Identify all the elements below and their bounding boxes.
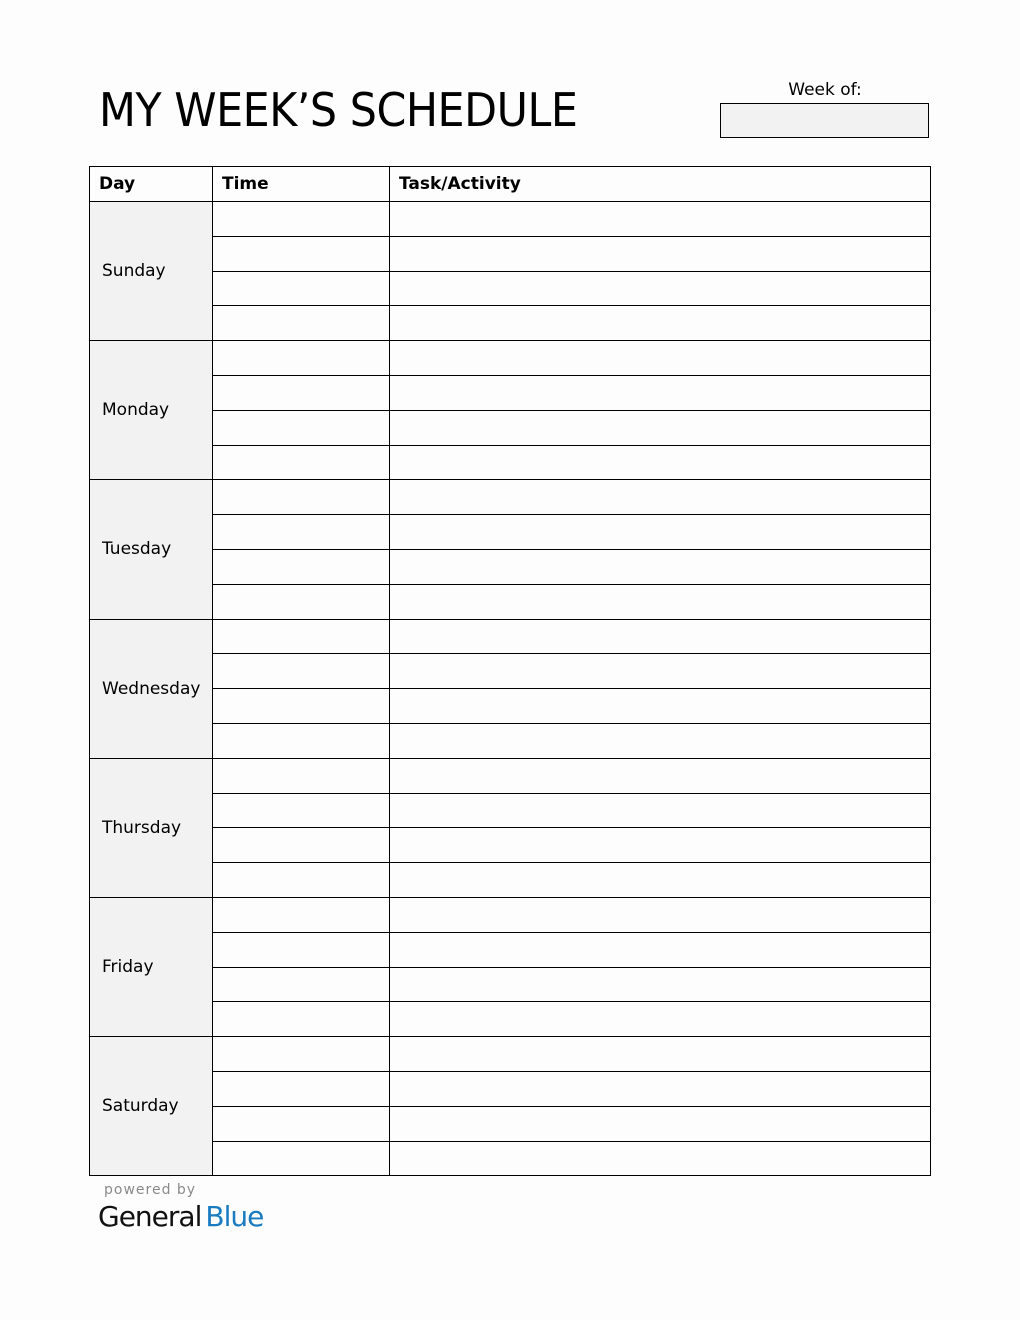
table-row xyxy=(90,202,931,237)
time-cell[interactable] xyxy=(213,341,390,376)
table-row xyxy=(90,515,931,550)
schedule-table xyxy=(89,166,931,1176)
task-cell[interactable] xyxy=(390,515,931,550)
table-row xyxy=(90,549,931,584)
table-row xyxy=(90,271,931,306)
column-header-task: Task/Activity xyxy=(390,167,931,202)
task-cell[interactable] xyxy=(390,967,931,1002)
time-cell[interactable] xyxy=(213,306,390,341)
table-row xyxy=(90,1037,931,1072)
time-cell[interactable] xyxy=(213,480,390,515)
task-cell[interactable] xyxy=(390,828,931,863)
time-cell[interactable] xyxy=(213,758,390,793)
table-row xyxy=(90,445,931,480)
task-cell[interactable] xyxy=(390,654,931,689)
time-cell[interactable] xyxy=(213,932,390,967)
table-row xyxy=(90,619,931,654)
time-cell[interactable] xyxy=(213,584,390,619)
day-cell-friday: Friday xyxy=(90,897,213,1036)
week-of-label: Week of: xyxy=(788,80,862,100)
time-cell[interactable] xyxy=(213,271,390,306)
time-cell[interactable] xyxy=(213,723,390,758)
table-row xyxy=(90,689,931,724)
table-row xyxy=(90,1071,931,1106)
time-cell[interactable] xyxy=(213,967,390,1002)
table-row xyxy=(90,480,931,515)
day-cell-saturday: Saturday xyxy=(90,1037,213,1176)
week-of-field[interactable] xyxy=(720,103,929,138)
task-cell[interactable] xyxy=(390,1071,931,1106)
task-cell[interactable] xyxy=(390,480,931,515)
task-cell[interactable] xyxy=(390,932,931,967)
column-header-time: Time xyxy=(213,167,390,202)
task-cell[interactable] xyxy=(390,1141,931,1176)
time-cell[interactable] xyxy=(213,828,390,863)
table-header-row xyxy=(90,167,931,202)
powered-by-label: powered by xyxy=(104,1182,197,1198)
task-cell[interactable] xyxy=(390,758,931,793)
table-row xyxy=(90,863,931,898)
time-cell[interactable] xyxy=(213,619,390,654)
time-cell[interactable] xyxy=(213,375,390,410)
table-row xyxy=(90,1002,931,1037)
table-row xyxy=(90,932,931,967)
time-cell[interactable] xyxy=(213,1037,390,1072)
brand-part2: Blue xyxy=(205,1200,264,1233)
time-cell[interactable] xyxy=(213,689,390,724)
task-cell[interactable] xyxy=(390,619,931,654)
task-cell[interactable] xyxy=(390,375,931,410)
time-cell[interactable] xyxy=(213,445,390,480)
table-row xyxy=(90,584,931,619)
time-cell[interactable] xyxy=(213,863,390,898)
table-row xyxy=(90,1106,931,1141)
table-row xyxy=(90,341,931,376)
task-cell[interactable] xyxy=(390,863,931,898)
time-cell[interactable] xyxy=(213,410,390,445)
task-cell[interactable] xyxy=(390,549,931,584)
time-cell[interactable] xyxy=(213,549,390,584)
day-cell-monday: Monday xyxy=(90,341,213,480)
task-cell[interactable] xyxy=(390,1106,931,1141)
table-row xyxy=(90,375,931,410)
time-cell[interactable] xyxy=(213,793,390,828)
time-cell[interactable] xyxy=(213,236,390,271)
table-row xyxy=(90,967,931,1002)
task-cell[interactable] xyxy=(390,445,931,480)
task-cell[interactable] xyxy=(390,723,931,758)
time-cell[interactable] xyxy=(213,202,390,237)
table-row xyxy=(90,410,931,445)
task-cell[interactable] xyxy=(390,793,931,828)
task-cell[interactable] xyxy=(390,202,931,237)
time-cell[interactable] xyxy=(213,1106,390,1141)
task-cell[interactable] xyxy=(390,1037,931,1072)
column-header-day: Day xyxy=(90,167,213,202)
task-cell[interactable] xyxy=(390,584,931,619)
table-row xyxy=(90,306,931,341)
day-cell-wednesday: Wednesday xyxy=(90,619,213,758)
task-cell[interactable] xyxy=(390,897,931,932)
page-title: MY WEEK’S SCHEDULE xyxy=(99,83,578,137)
task-cell[interactable] xyxy=(390,341,931,376)
table-row xyxy=(90,828,931,863)
time-cell[interactable] xyxy=(213,1071,390,1106)
time-cell[interactable] xyxy=(213,1002,390,1037)
task-cell[interactable] xyxy=(390,271,931,306)
task-cell[interactable] xyxy=(390,689,931,724)
time-cell[interactable] xyxy=(213,897,390,932)
table-row xyxy=(90,793,931,828)
table-row xyxy=(90,236,931,271)
brand-part1: General xyxy=(98,1200,202,1233)
time-cell[interactable] xyxy=(213,1141,390,1176)
day-cell-thursday: Thursday xyxy=(90,758,213,897)
generalblue-logo xyxy=(98,1200,263,1233)
table-row xyxy=(90,654,931,689)
table-row xyxy=(90,1141,931,1176)
task-cell[interactable] xyxy=(390,410,931,445)
time-cell[interactable] xyxy=(213,654,390,689)
table-row xyxy=(90,758,931,793)
day-cell-sunday: Sunday xyxy=(90,202,213,341)
table-row xyxy=(90,723,931,758)
task-cell[interactable] xyxy=(390,306,931,341)
day-cell-tuesday: Tuesday xyxy=(90,480,213,619)
time-cell[interactable] xyxy=(213,515,390,550)
task-cell[interactable] xyxy=(390,1002,931,1037)
task-cell[interactable] xyxy=(390,236,931,271)
table-row xyxy=(90,897,931,932)
